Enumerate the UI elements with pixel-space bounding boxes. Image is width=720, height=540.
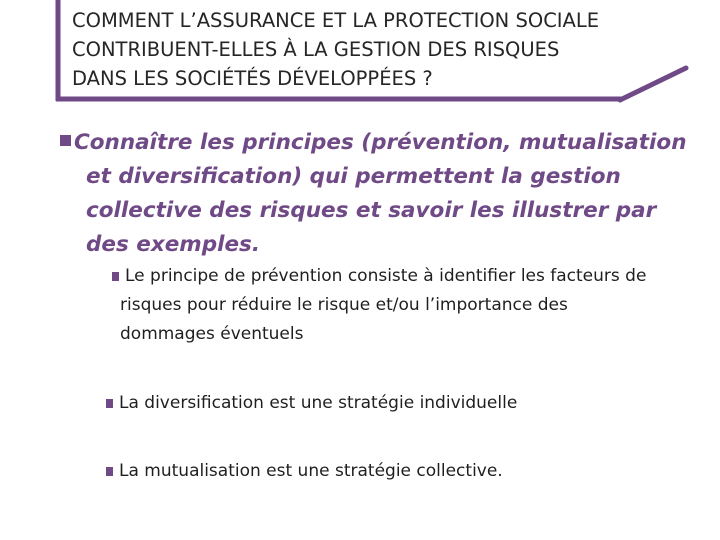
slide-title [72, 6, 692, 93]
square-bullet-icon [106, 399, 113, 408]
sub-bullet-mutualisation [106, 457, 706, 486]
sub-bullet-diversification [106, 389, 706, 418]
title-line-3: DANS LES SOCIÉTÉS DÉVELOPPÉES ? [72, 67, 433, 90]
square-bullet-icon [106, 467, 113, 476]
main-bullet-text: Connaître les principes (prévention, mutualisation et diversification) qui permettent la gestion collective des risques et savoir les illustrer par des exemples. [74, 130, 687, 257]
title-frame [0, 0, 720, 110]
sub-bullet-text: Le principe de prévention consiste à identifier les facteurs de risques pour réduire le risque et/ou l’importance des dommages éventuels [120, 266, 647, 344]
main-bullet [60, 126, 690, 262]
sub-bullet-prevention [112, 262, 650, 349]
sub-bullet-text: La mutualisation est une stratégie collective. [119, 461, 503, 481]
main-bullet-paragraph [60, 126, 690, 262]
title-line-2: CONTRIBUENT-ELLES À LA GESTION DES RISQUES [72, 38, 560, 61]
sub-bullet-text: La diversification est une stratégie individuelle [119, 393, 518, 413]
square-bullet-icon [112, 272, 119, 281]
square-bullet-icon [60, 135, 71, 146]
title-line-1: COMMENT L’ASSURANCE ET LA PROTECTION SOCIALE [72, 9, 600, 32]
